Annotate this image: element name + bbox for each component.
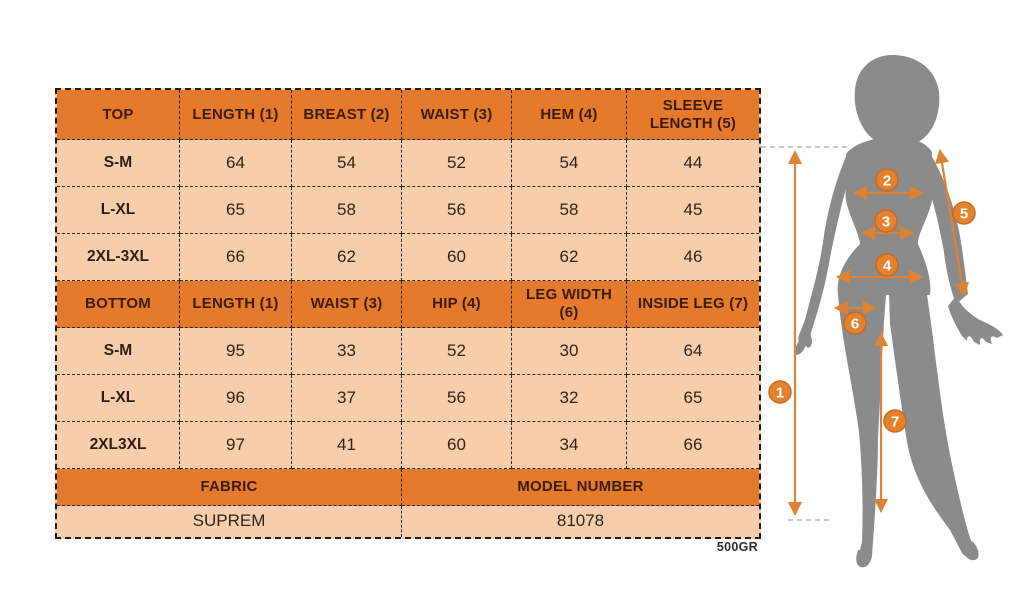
- measurement-circle-2: [876, 169, 898, 191]
- size-value-cell: 96: [180, 375, 292, 422]
- column-header: BOTTOM: [57, 281, 180, 328]
- size-label-cell: L-XL: [57, 187, 180, 234]
- size-value-cell: 64: [627, 328, 759, 375]
- size-value-cell: 52: [402, 140, 512, 187]
- column-header: LEG WIDTH (6): [512, 281, 627, 328]
- size-value-cell: 41: [292, 422, 402, 469]
- size-label-cell: L-XL: [57, 375, 180, 422]
- svg-text:6: 6: [850, 315, 860, 333]
- measurement-circle-6: [844, 312, 866, 334]
- size-value-cell: 30: [512, 328, 627, 375]
- size-value-cell: 65: [180, 187, 292, 234]
- svg-text:5: 5: [959, 205, 969, 223]
- svg-text:1: 1: [775, 384, 785, 402]
- size-value-cell: 64: [180, 140, 292, 187]
- fabric-header: FABRIC: [57, 469, 402, 506]
- column-header: WAIST (3): [292, 281, 402, 328]
- svg-text:2: 2: [882, 172, 892, 190]
- svg-text:3: 3: [881, 213, 891, 231]
- column-header: LENGTH (1): [180, 281, 292, 328]
- column-header: WAIST (3): [402, 90, 512, 140]
- model-number-header: MODEL NUMBER: [402, 469, 759, 506]
- size-value-cell: 58: [512, 187, 627, 234]
- measurement-circle-4: [876, 254, 898, 276]
- size-value-cell: 65: [627, 375, 759, 422]
- model-number-value: 81078: [402, 506, 759, 537]
- column-header: TOP: [57, 90, 180, 140]
- measurement-circle-5: [953, 202, 975, 224]
- size-value-cell: 60: [402, 234, 512, 281]
- size-value-cell: 56: [402, 187, 512, 234]
- measurement-circle-1: [769, 381, 791, 403]
- size-value-cell: 66: [180, 234, 292, 281]
- size-value-cell: 54: [292, 140, 402, 187]
- size-value-cell: 32: [512, 375, 627, 422]
- size-value-cell: 44: [627, 140, 759, 187]
- svg-text:7: 7: [890, 413, 900, 431]
- measurement-circle-7: [884, 410, 906, 432]
- size-value-cell: 52: [402, 328, 512, 375]
- size-value-cell: 60: [402, 422, 512, 469]
- fabric-value: SUPREM: [57, 506, 402, 537]
- size-value-cell: 62: [512, 234, 627, 281]
- size-value-cell: 46: [627, 234, 759, 281]
- size-value-cell: 33: [292, 328, 402, 375]
- size-value-cell: 54: [512, 140, 627, 187]
- size-value-cell: 66: [627, 422, 759, 469]
- size-value-cell: 56: [402, 375, 512, 422]
- size-value-cell: 62: [292, 234, 402, 281]
- size-label-cell: 2XL3XL: [57, 422, 180, 469]
- measurement-circle-3: [875, 210, 897, 232]
- column-header: LENGTH (1): [180, 90, 292, 140]
- size-label-cell: 2XL-3XL: [57, 234, 180, 281]
- size-value-cell: 97: [180, 422, 292, 469]
- size-value-cell: 58: [292, 187, 402, 234]
- column-header: HIP (4): [402, 281, 512, 328]
- measurement-figure: [760, 42, 1024, 590]
- size-chart-table: [55, 88, 761, 539]
- column-header: BREAST (2): [292, 90, 402, 140]
- size-label-cell: S-M: [57, 328, 180, 375]
- size-value-cell: 34: [512, 422, 627, 469]
- svg-text:4: 4: [882, 257, 892, 275]
- column-header: INSIDE LEG (7): [627, 281, 759, 328]
- size-value-cell: 45: [627, 187, 759, 234]
- size-value-cell: 95: [180, 328, 292, 375]
- size-label-cell: S-M: [57, 140, 180, 187]
- column-header: SLEEVE LENGTH (5): [627, 90, 759, 140]
- size-value-cell: 37: [292, 375, 402, 422]
- female-silhouette-icon: [794, 55, 1003, 567]
- weight-footnote: 500GR: [716, 540, 758, 554]
- column-header: HEM (4): [512, 90, 627, 140]
